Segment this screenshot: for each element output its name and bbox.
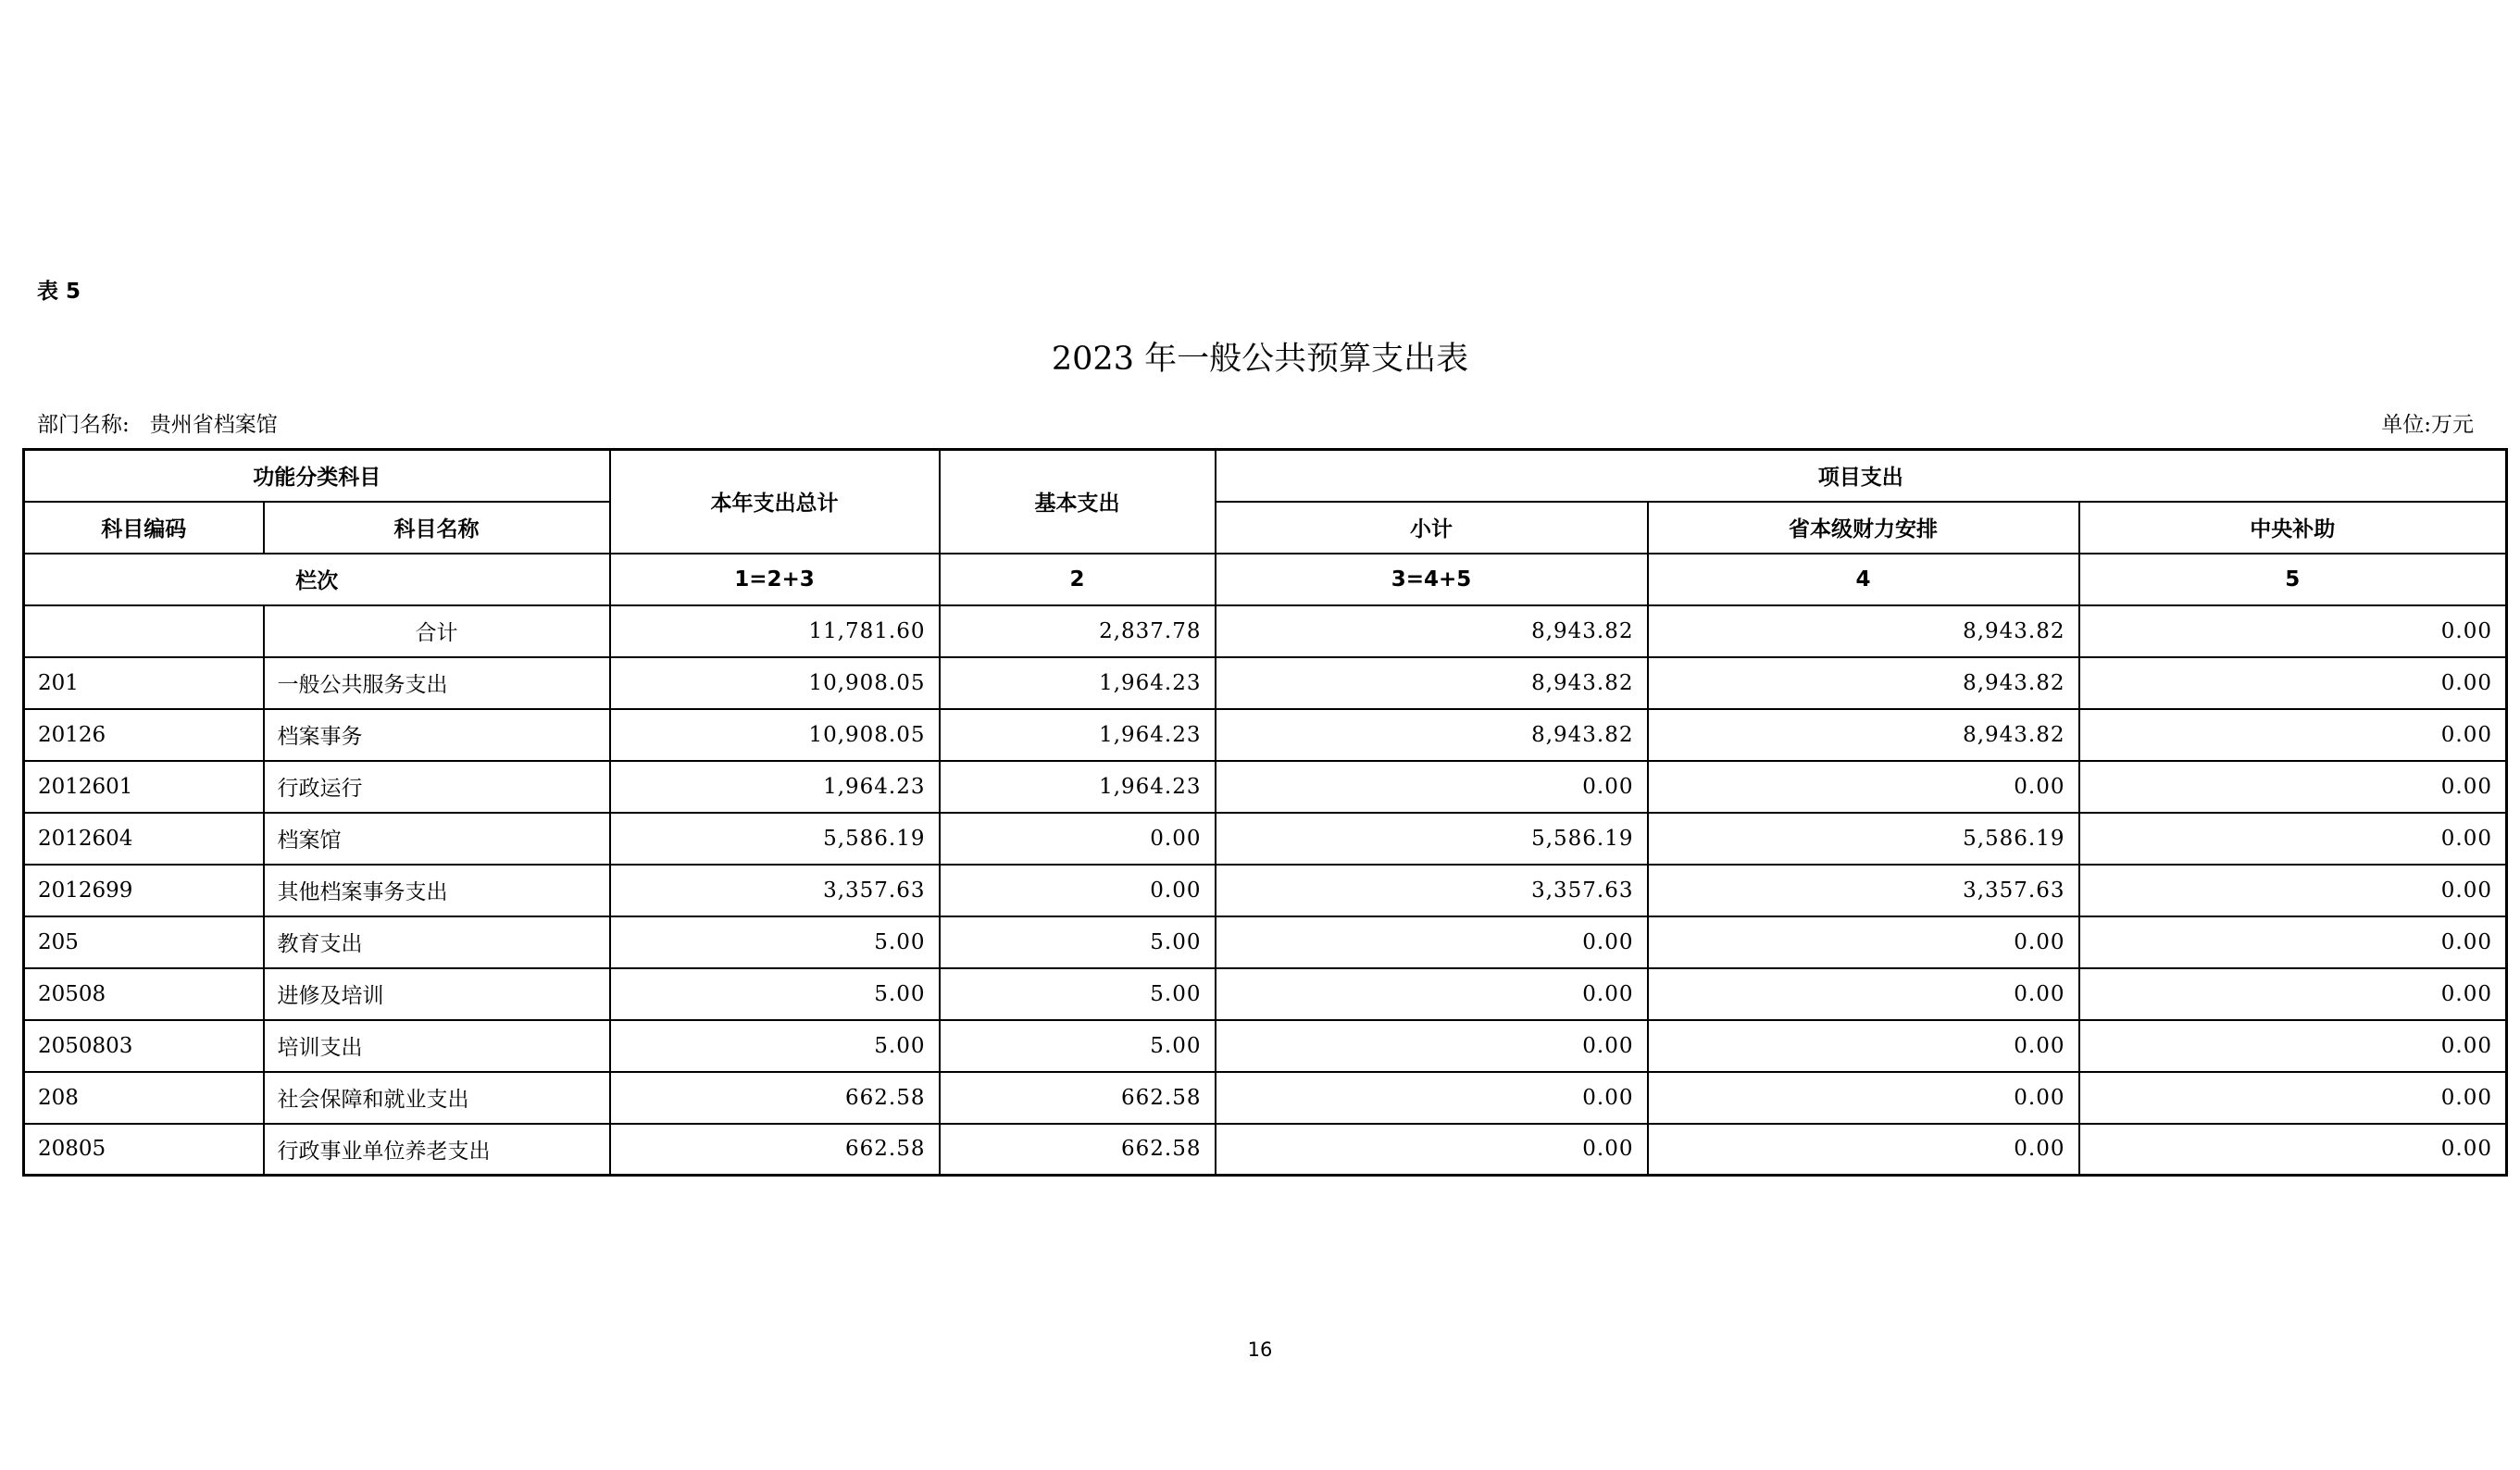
row-central: 0.00 — [2079, 1124, 2507, 1176]
row-total: 1,964.23 — [610, 761, 940, 813]
row-subtotal: 0.00 — [1216, 1124, 1648, 1176]
row-subtotal: 5,586.19 — [1216, 813, 1648, 865]
table-row — [24, 865, 2507, 916]
row-name: 社会保障和就业支出 — [264, 1072, 610, 1124]
row-subtotal: 0.00 — [1216, 916, 1648, 968]
table-row — [24, 761, 2507, 813]
total-row-total: 11,781.60 — [610, 605, 940, 657]
row-code: 20508 — [24, 968, 264, 1020]
row-total: 5,586.19 — [610, 813, 940, 865]
row-total: 5.00 — [610, 968, 940, 1020]
row-code: 20805 — [24, 1124, 264, 1176]
total-row-name: 合计 — [264, 605, 610, 657]
row-central: 0.00 — [2079, 865, 2507, 916]
department-line — [37, 407, 278, 438]
row-basic: 1,964.23 — [940, 761, 1216, 813]
row-subtotal: 3,357.63 — [1216, 865, 1648, 916]
page-title: 2023 年一般公共预算支出表 — [1051, 341, 1469, 378]
row-total: 5.00 — [610, 1020, 940, 1072]
row-provincial: 0.00 — [1648, 1124, 2079, 1176]
row-provincial: 0.00 — [1648, 761, 2079, 813]
header-function-category: 功能分类科目 — [24, 450, 610, 502]
column-index-subtotal: 3=4+5 — [1216, 554, 1648, 605]
total-row-code — [24, 605, 264, 657]
header-central: 中央补助 — [2079, 502, 2507, 554]
column-index-provincial: 4 — [1648, 554, 2079, 605]
row-name: 档案事务 — [264, 709, 610, 761]
row-provincial: 8,943.82 — [1648, 657, 2079, 709]
row-provincial: 0.00 — [1648, 1020, 2079, 1072]
budget-table — [22, 448, 2508, 1177]
row-provincial: 0.00 — [1648, 916, 2079, 968]
row-total: 662.58 — [610, 1124, 940, 1176]
row-basic: 662.58 — [940, 1124, 1216, 1176]
row-subtotal: 0.00 — [1216, 1020, 1648, 1072]
department-label: 部门名称: — [37, 413, 130, 437]
table-row — [24, 709, 2507, 761]
row-name: 进修及培训 — [264, 968, 610, 1020]
row-central: 0.00 — [2079, 761, 2507, 813]
row-central: 0.00 — [2079, 1020, 2507, 1072]
row-basic: 5.00 — [940, 1020, 1216, 1072]
row-basic: 1,964.23 — [940, 709, 1216, 761]
row-name: 档案馆 — [264, 813, 610, 865]
row-subtotal: 0.00 — [1216, 968, 1648, 1020]
row-total: 662.58 — [610, 1072, 940, 1124]
column-index-central: 5 — [2079, 554, 2507, 605]
column-index-label: 栏次 — [24, 554, 610, 605]
row-code: 208 — [24, 1072, 264, 1124]
total-row-subtotal: 8,943.82 — [1216, 605, 1648, 657]
table-row — [24, 1020, 2507, 1072]
department-value: 贵州省档案馆 — [149, 413, 278, 437]
total-row-basic: 2,837.78 — [940, 605, 1216, 657]
row-subtotal: 8,943.82 — [1216, 709, 1648, 761]
total-row — [24, 605, 2507, 657]
row-central: 0.00 — [2079, 916, 2507, 968]
row-central: 0.00 — [2079, 1072, 2507, 1124]
row-provincial: 3,357.63 — [1648, 865, 2079, 916]
row-name: 一般公共服务支出 — [264, 657, 610, 709]
row-total: 5.00 — [610, 916, 940, 968]
table-label: 表 5 — [37, 280, 81, 304]
table-row — [24, 657, 2507, 709]
row-subtotal: 8,943.82 — [1216, 657, 1648, 709]
row-provincial: 5,586.19 — [1648, 813, 2079, 865]
table-row — [24, 1072, 2507, 1124]
unit-label: 单位:万元 — [2381, 413, 2474, 437]
row-basic: 662.58 — [940, 1072, 1216, 1124]
row-central: 0.00 — [2079, 657, 2507, 709]
row-basic: 0.00 — [940, 865, 1216, 916]
row-subtotal: 0.00 — [1216, 1072, 1648, 1124]
column-index-total: 1=2+3 — [610, 554, 940, 605]
row-central: 0.00 — [2079, 968, 2507, 1020]
column-index-basic: 2 — [940, 554, 1216, 605]
page-number: 16 — [1247, 1339, 1273, 1361]
header-subtotal: 小计 — [1216, 502, 1648, 554]
row-code: 20126 — [24, 709, 264, 761]
row-total: 10,908.05 — [610, 709, 940, 761]
row-central: 0.00 — [2079, 813, 2507, 865]
row-name: 教育支出 — [264, 916, 610, 968]
row-code: 2012604 — [24, 813, 264, 865]
table-row — [24, 916, 2507, 968]
header-provincial: 省本级财力安排 — [1648, 502, 2079, 554]
total-row-central: 0.00 — [2079, 605, 2507, 657]
row-code: 2012601 — [24, 761, 264, 813]
table-row — [24, 1124, 2507, 1176]
row-code: 201 — [24, 657, 264, 709]
row-name: 行政事业单位养老支出 — [264, 1124, 610, 1176]
row-code: 2012699 — [24, 865, 264, 916]
row-provincial: 8,943.82 — [1648, 709, 2079, 761]
header-code: 科目编码 — [24, 502, 264, 554]
row-code: 205 — [24, 916, 264, 968]
total-row-provincial: 8,943.82 — [1648, 605, 2079, 657]
row-central: 0.00 — [2079, 709, 2507, 761]
row-provincial: 0.00 — [1648, 968, 2079, 1020]
header-name: 科目名称 — [264, 502, 610, 554]
row-name: 培训支出 — [264, 1020, 610, 1072]
row-basic: 1,964.23 — [940, 657, 1216, 709]
row-provincial: 0.00 — [1648, 1072, 2079, 1124]
row-basic: 0.00 — [940, 813, 1216, 865]
row-name: 行政运行 — [264, 761, 610, 813]
header-basic: 基本支出 — [940, 450, 1216, 554]
row-basic: 5.00 — [940, 968, 1216, 1020]
row-code: 2050803 — [24, 1020, 264, 1072]
header-total: 本年支出总计 — [610, 450, 940, 554]
table-row — [24, 813, 2507, 865]
row-name: 其他档案事务支出 — [264, 865, 610, 916]
row-total: 3,357.63 — [610, 865, 940, 916]
header-project: 项目支出 — [1216, 450, 2507, 502]
row-subtotal: 0.00 — [1216, 761, 1648, 813]
row-total: 10,908.05 — [610, 657, 940, 709]
table-row — [24, 968, 2507, 1020]
row-basic: 5.00 — [940, 916, 1216, 968]
